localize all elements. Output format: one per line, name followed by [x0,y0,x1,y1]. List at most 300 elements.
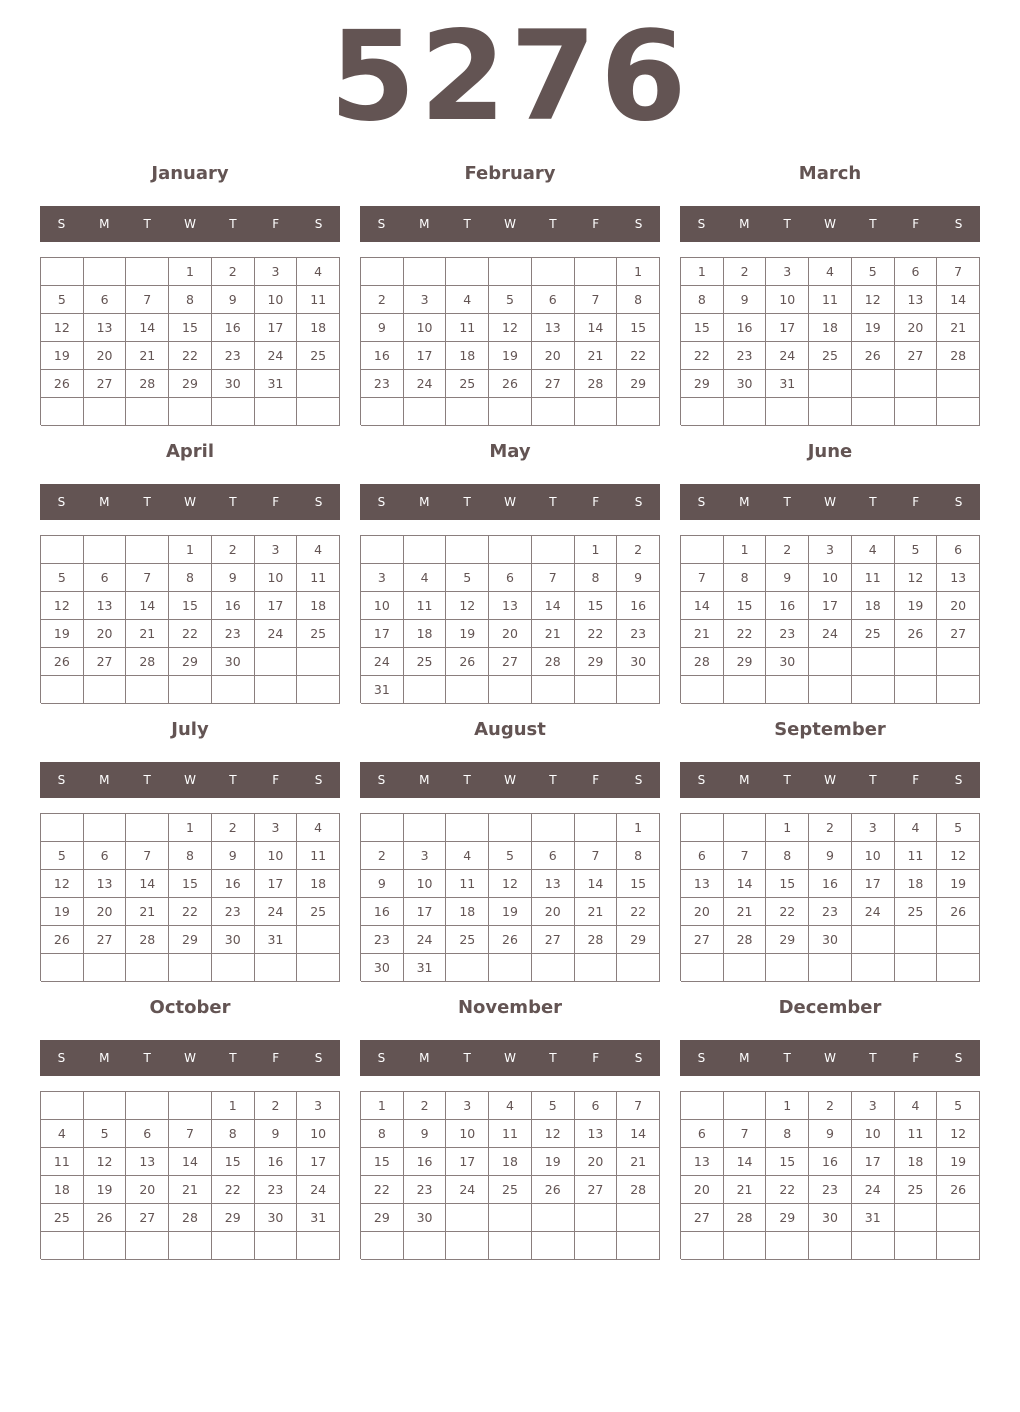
weekday-label: F [592,773,600,787]
empty-cell [446,1204,489,1232]
month-name: August [474,719,546,740]
day-cell: 28 [575,370,618,398]
day-cell: 13 [681,870,724,898]
day-cell: 17 [852,1148,895,1176]
day-cell: 3 [446,1092,489,1120]
day-cell: 15 [617,870,660,898]
empty-cell [895,648,938,676]
day-cell: 4 [446,842,489,870]
day-cell: 23 [809,1176,852,1204]
day-cell: 7 [532,564,575,592]
empty-cell [532,676,575,704]
day-cell: 18 [895,1148,938,1176]
day-cell: 23 [766,620,809,648]
empty-cell [681,536,724,564]
day-cell: 10 [404,870,447,898]
empty-cell [489,536,532,564]
day-cell: 16 [724,314,767,342]
empty-cell [126,536,169,564]
empty-cell [84,258,127,286]
empty-cell [575,258,618,286]
empty-cell [532,1232,575,1260]
day-cell: 26 [446,648,489,676]
day-cell: 12 [489,314,532,342]
empty-cell [937,954,980,982]
day-cell: 28 [126,370,169,398]
day-cell: 21 [126,342,169,370]
day-cell: 1 [617,258,660,286]
empty-cell [489,398,532,426]
day-cell: 25 [895,1176,938,1204]
day-cell: 28 [126,926,169,954]
day-cell: 23 [724,342,767,370]
day-cell: 27 [84,926,127,954]
day-cell: 22 [681,342,724,370]
day-cell: 5 [446,564,489,592]
day-cell: 7 [169,1120,212,1148]
empty-cell [255,954,298,982]
day-cell: 13 [575,1120,618,1148]
weekday-header [360,1040,660,1076]
day-cell: 24 [766,342,809,370]
empty-cell [617,1232,660,1260]
empty-cell [84,536,127,564]
day-cell: 10 [446,1120,489,1148]
day-cell: 24 [446,1176,489,1204]
day-cell: 19 [41,898,84,926]
day-cell: 12 [41,314,84,342]
day-cell: 19 [937,870,980,898]
day-cell: 9 [617,564,660,592]
day-cell: 8 [361,1120,404,1148]
day-cell: 31 [255,370,298,398]
day-cell: 15 [169,592,212,620]
day-cell: 27 [575,1176,618,1204]
day-cell: 18 [489,1148,532,1176]
empty-cell [126,1232,169,1260]
empty-cell [84,1232,127,1260]
weekday-label: T [549,773,557,787]
weekday-label: F [592,1051,600,1065]
day-cell: 21 [169,1176,212,1204]
day-cell: 25 [446,926,489,954]
day-cell: 30 [212,648,255,676]
day-cell: 1 [681,258,724,286]
empty-cell [489,1204,532,1232]
empty-cell [297,398,340,426]
day-cell: 27 [84,648,127,676]
empty-cell [575,954,618,982]
day-cell: 31 [297,1204,340,1232]
day-cell: 11 [297,842,340,870]
weekday-label: T [549,495,557,509]
day-cell: 22 [766,898,809,926]
day-cell: 7 [126,842,169,870]
day-cell: 9 [361,314,404,342]
empty-cell [681,814,724,842]
day-cell: 22 [724,620,767,648]
empty-cell [681,954,724,982]
day-cell: 3 [255,814,298,842]
day-cell: 15 [724,592,767,620]
weekday-header [40,484,340,520]
day-cell: 7 [617,1092,660,1120]
empty-cell [41,676,84,704]
empty-cell [852,676,895,704]
day-cell: 23 [617,620,660,648]
empty-cell [852,398,895,426]
day-cell: 25 [297,898,340,926]
empty-cell [532,814,575,842]
weekday-label: F [912,1051,920,1065]
empty-cell [361,536,404,564]
day-cell: 14 [724,1148,767,1176]
day-cell: 5 [489,842,532,870]
day-cell: 10 [852,842,895,870]
weekday-label: S [634,495,643,509]
weekday-label: M [99,495,110,509]
empty-cell [41,398,84,426]
day-cell: 2 [617,536,660,564]
day-cell: 20 [532,898,575,926]
weekday-label: S [377,217,386,231]
empty-cell [404,1232,447,1260]
empty-cell [724,676,767,704]
day-cell: 6 [575,1092,618,1120]
weekday-header [360,484,660,520]
day-cell: 17 [404,342,447,370]
day-cell: 30 [212,370,255,398]
day-cell: 2 [766,536,809,564]
month-name: July [171,719,209,740]
day-cell: 24 [255,342,298,370]
empty-cell [169,676,212,704]
day-cell: 11 [852,564,895,592]
day-cell: 21 [724,898,767,926]
empty-cell [84,676,127,704]
day-cell: 13 [84,314,127,342]
day-cell: 14 [126,314,169,342]
empty-cell [255,398,298,426]
empty-cell [404,814,447,842]
empty-cell [681,1092,724,1120]
empty-cell [361,814,404,842]
day-cell: 12 [446,592,489,620]
day-cell: 1 [361,1092,404,1120]
weekday-label: W [824,217,836,231]
day-cell: 21 [937,314,980,342]
empty-cell [895,370,938,398]
empty-cell [489,1232,532,1260]
empty-cell [446,676,489,704]
day-cell: 23 [809,898,852,926]
empty-cell [404,536,447,564]
day-cell: 28 [681,648,724,676]
empty-cell [681,398,724,426]
day-cell: 10 [766,286,809,314]
day-cell: 17 [255,870,298,898]
empty-cell [766,398,809,426]
day-cell: 14 [126,870,169,898]
day-cell: 1 [766,814,809,842]
day-cell: 9 [361,870,404,898]
day-cell: 17 [809,592,852,620]
empty-cell [297,676,340,704]
day-cell: 8 [169,286,212,314]
day-cell: 5 [41,286,84,314]
weekday-label: W [504,773,516,787]
empty-cell [532,1204,575,1232]
weekday-label: S [57,1051,66,1065]
day-grid [360,257,660,425]
day-cell: 8 [766,1120,809,1148]
day-cell: 24 [404,926,447,954]
day-cell: 26 [489,926,532,954]
day-cell: 23 [361,370,404,398]
day-cell: 1 [575,536,618,564]
day-cell: 16 [809,870,852,898]
empty-cell [809,954,852,982]
day-cell: 3 [852,1092,895,1120]
day-cell: 26 [532,1176,575,1204]
weekday-label: M [419,773,430,787]
day-cell: 11 [895,1120,938,1148]
day-cell: 11 [446,314,489,342]
day-cell: 2 [809,814,852,842]
day-cell: 12 [41,870,84,898]
day-cell: 4 [895,1092,938,1120]
day-cell: 11 [41,1148,84,1176]
weekday-label: F [272,1051,280,1065]
day-cell: 31 [766,370,809,398]
empty-cell [809,648,852,676]
day-cell: 19 [895,592,938,620]
day-cell: 6 [84,564,127,592]
empty-cell [575,1232,618,1260]
weekday-label: T [783,217,791,231]
day-cell: 4 [297,258,340,286]
day-cell: 26 [937,898,980,926]
day-cell: 9 [724,286,767,314]
weekday-label: S [314,773,323,787]
weekday-header [360,206,660,242]
empty-cell [895,398,938,426]
day-cell: 19 [446,620,489,648]
day-cell: 17 [297,1148,340,1176]
day-cell: 7 [126,564,169,592]
empty-cell [404,398,447,426]
day-cell: 9 [212,286,255,314]
day-cell: 24 [404,370,447,398]
day-cell: 28 [169,1204,212,1232]
day-cell: 31 [404,954,447,982]
day-cell: 20 [681,1176,724,1204]
day-cell: 2 [361,286,404,314]
day-cell: 30 [255,1204,298,1232]
day-cell: 21 [681,620,724,648]
day-cell: 13 [895,286,938,314]
day-cell: 21 [532,620,575,648]
day-cell: 17 [361,620,404,648]
day-cell: 4 [895,814,938,842]
day-cell: 29 [212,1204,255,1232]
day-cell: 14 [575,314,618,342]
empty-cell [297,954,340,982]
day-cell: 12 [895,564,938,592]
day-cell: 26 [41,370,84,398]
day-cell: 25 [489,1176,532,1204]
empty-cell [41,258,84,286]
empty-cell [724,814,767,842]
day-cell: 3 [297,1092,340,1120]
day-cell: 18 [446,898,489,926]
day-cell: 16 [255,1148,298,1176]
day-cell: 6 [532,286,575,314]
day-cell: 28 [937,342,980,370]
day-cell: 23 [255,1176,298,1204]
day-cell: 26 [852,342,895,370]
day-cell: 30 [724,370,767,398]
weekday-label: W [824,773,836,787]
day-cell: 1 [212,1092,255,1120]
day-cell: 27 [532,926,575,954]
month-name: June [807,441,853,462]
day-cell: 10 [255,842,298,870]
weekday-label: T [463,217,471,231]
day-grid [40,1091,340,1259]
empty-cell [852,370,895,398]
day-cell: 18 [852,592,895,620]
day-cell: 31 [255,926,298,954]
day-cell: 16 [361,898,404,926]
day-cell: 21 [575,342,618,370]
empty-cell [297,648,340,676]
weekday-label: W [824,1051,836,1065]
empty-cell [41,954,84,982]
day-cell: 15 [212,1148,255,1176]
weekday-label: W [504,1051,516,1065]
empty-cell [681,1232,724,1260]
day-cell: 10 [404,314,447,342]
day-cell: 8 [617,286,660,314]
day-grid [680,813,980,981]
empty-cell [169,954,212,982]
empty-cell [126,1092,169,1120]
day-cell: 9 [255,1120,298,1148]
day-cell: 19 [84,1176,127,1204]
day-cell: 8 [212,1120,255,1148]
day-cell: 24 [852,1176,895,1204]
weekday-label: W [184,495,196,509]
empty-cell [575,398,618,426]
day-cell: 6 [84,286,127,314]
weekday-label: F [912,495,920,509]
day-cell: 8 [724,564,767,592]
day-cell: 26 [895,620,938,648]
day-cell: 5 [84,1120,127,1148]
day-cell: 15 [169,314,212,342]
day-cell: 14 [681,592,724,620]
day-cell: 22 [169,898,212,926]
day-cell: 5 [937,1092,980,1120]
day-cell: 24 [361,648,404,676]
day-cell: 9 [809,842,852,870]
day-cell: 5 [895,536,938,564]
day-cell: 28 [617,1176,660,1204]
day-cell: 7 [681,564,724,592]
day-cell: 4 [489,1092,532,1120]
day-cell: 13 [126,1148,169,1176]
day-cell: 21 [617,1148,660,1176]
day-cell: 15 [766,1148,809,1176]
day-cell: 10 [297,1120,340,1148]
day-cell: 16 [404,1148,447,1176]
day-cell: 13 [84,870,127,898]
day-cell: 16 [212,870,255,898]
day-cell: 12 [489,870,532,898]
day-cell: 7 [724,842,767,870]
day-cell: 11 [297,564,340,592]
day-cell: 20 [532,342,575,370]
month-name: December [778,997,882,1018]
weekday-label: T [229,1051,237,1065]
day-cell: 20 [489,620,532,648]
weekday-label: S [377,495,386,509]
empty-cell [361,1232,404,1260]
day-cell: 14 [937,286,980,314]
empty-cell [489,814,532,842]
day-grid [360,535,660,703]
day-cell: 12 [852,286,895,314]
day-cell: 26 [489,370,532,398]
day-cell: 27 [681,1204,724,1232]
empty-cell [852,926,895,954]
empty-cell [937,1232,980,1260]
day-cell: 26 [41,648,84,676]
day-cell: 30 [766,648,809,676]
empty-cell [895,926,938,954]
day-cell: 29 [575,648,618,676]
day-cell: 19 [532,1148,575,1176]
day-cell: 10 [255,286,298,314]
day-cell: 31 [361,676,404,704]
day-cell: 19 [41,620,84,648]
day-cell: 18 [297,592,340,620]
day-cell: 25 [852,620,895,648]
day-cell: 19 [937,1148,980,1176]
day-cell: 24 [297,1176,340,1204]
day-cell: 20 [126,1176,169,1204]
day-cell: 25 [297,620,340,648]
day-cell: 29 [617,926,660,954]
day-cell: 18 [446,342,489,370]
weekday-label: S [954,495,963,509]
day-cell: 3 [852,814,895,842]
empty-cell [852,648,895,676]
day-cell: 1 [169,258,212,286]
weekday-header [360,762,660,798]
weekday-label: M [419,217,430,231]
day-cell: 28 [724,926,767,954]
day-cell: 19 [489,898,532,926]
day-cell: 2 [361,842,404,870]
day-cell: 24 [255,898,298,926]
day-cell: 25 [297,342,340,370]
day-cell: 25 [895,898,938,926]
weekday-label: T [143,495,151,509]
day-cell: 9 [809,1120,852,1148]
day-cell: 25 [809,342,852,370]
